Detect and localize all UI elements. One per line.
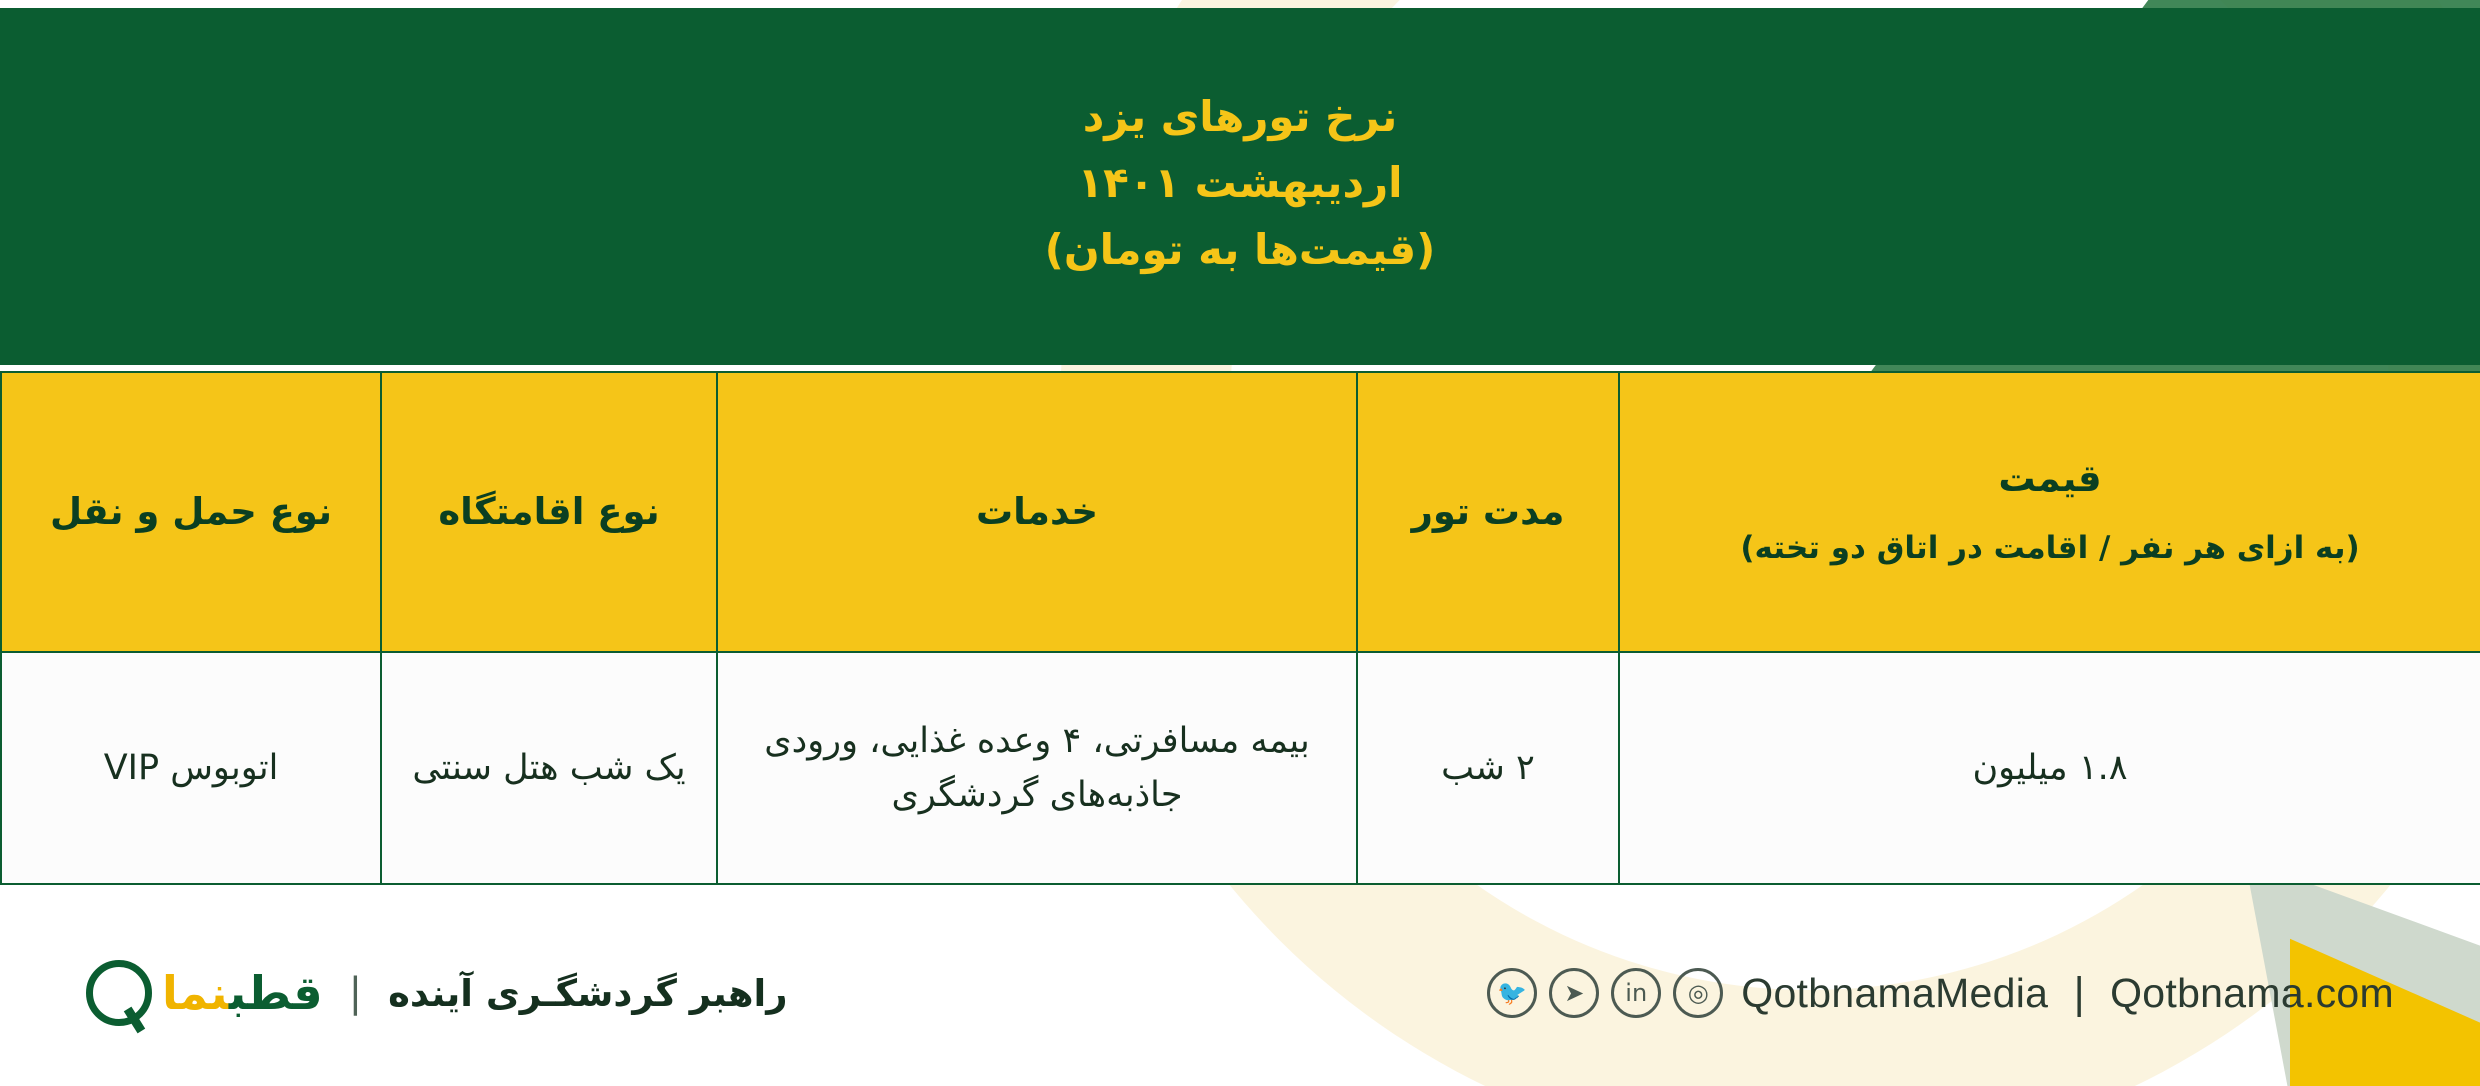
twitter-icon[interactable]: 🐦	[1487, 968, 1537, 1018]
linkedin-icon[interactable]: in	[1611, 968, 1661, 1018]
brand-logo-text-accent: نما	[162, 966, 229, 1020]
social-handle: QotbnamaMedia	[1741, 969, 2049, 1016]
telegram-icon[interactable]: ➤	[1549, 968, 1599, 1018]
column-header-price-sublabel: (به ازای هر نفر / اقامت در اتاق دو تخته)	[1740, 530, 2360, 567]
column-header-duration: مدت تور	[1357, 372, 1619, 652]
column-header-services: خدمات	[717, 372, 1357, 652]
cell-duration: ۲ شب	[1357, 652, 1619, 884]
cell-price: ۱.۸ میلیون	[1619, 652, 2480, 884]
social-icons	[1487, 968, 1723, 1018]
brand-group	[86, 960, 788, 1026]
table-header-row	[1, 372, 2480, 652]
cell-services: بیمه مسافرتی، ۴ وعده غذایی، ورودی جاذبه‌های گردشگری	[717, 652, 1357, 884]
brand-separator: |	[348, 970, 363, 1016]
table-row	[1, 652, 2480, 884]
title-band	[0, 8, 2480, 365]
brand-logo-text-start: قطب	[228, 966, 323, 1020]
compass-logo-icon	[86, 960, 152, 1026]
social-handle-group	[1487, 968, 2394, 1018]
table-body	[1, 652, 2480, 884]
footer	[0, 900, 2480, 1086]
brand-slogan: راهبر گردشگـری آینده	[388, 971, 788, 1015]
brand-logo-text	[162, 966, 323, 1020]
table-header	[1, 372, 2480, 652]
title-line-1: نرخ تورهای یزد	[1082, 91, 1398, 141]
column-header-price-label: قیمت	[1998, 457, 2102, 501]
brand-logo	[86, 960, 323, 1026]
cell-lodging: یک شب هتل سنتی	[381, 652, 717, 884]
column-header-lodging: نوع اقامتگاه	[381, 372, 717, 652]
website-url[interactable]: Qotbnama.com	[2110, 969, 2394, 1016]
title-line-2: اردیبهشت ۱۴۰۱	[1077, 158, 1403, 208]
tour-rates-table	[0, 371, 2480, 885]
cell-transport: اتوبوس VIP	[1, 652, 381, 884]
title-line-3: (قیمت‌ها به تومان)	[1044, 224, 1436, 274]
column-header-transport: نوع حمل و نقل	[1, 372, 381, 652]
instagram-icon[interactable]: ◎	[1673, 968, 1723, 1018]
column-header-price	[1619, 372, 2480, 652]
handle-separator: |	[2072, 969, 2087, 1017]
